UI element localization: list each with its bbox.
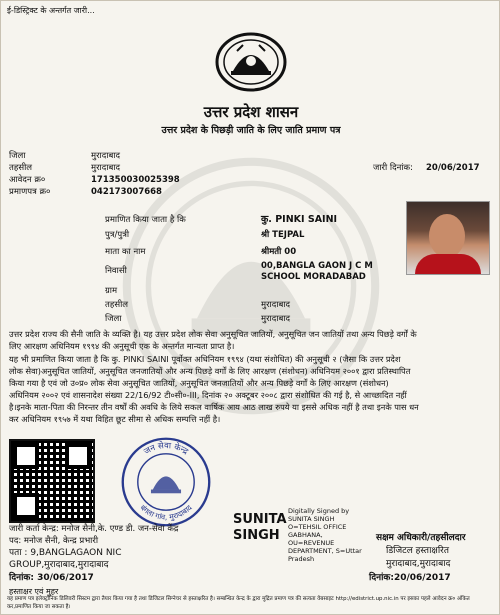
address-line-2: SCHOOL MORADABAD: [261, 272, 366, 282]
body-line-1: उत्तर प्रदेश राज्य की सैनी जाति के व्यक्ति है। यह उत्तर प्रदेश लोक सेवा अनुसूचित जातियों, अनुसूचित जन जातियों तथा अन्य पिछड़े वर्गों के: [9, 329, 417, 339]
certificate-title: उत्तर प्रदेश के पिछड़ी जाति के लिए जाति प्रमाण पत्र: [161, 125, 341, 136]
district-value: मुरादाबाद: [91, 151, 121, 161]
authority-line: सक्षम अधिकारी/तहसीलदार: [376, 533, 466, 543]
father-name: श्री TEJPAL: [261, 230, 305, 240]
signer-name-line-2: SINGH: [233, 528, 280, 543]
issuer-date: दिनांक: 30/06/2017: [9, 573, 94, 583]
resident-label: निवासी: [105, 266, 127, 276]
body-line-7: है।इनके माता-पिता की निरन्तर तीन वर्षों की अवधि के लिये सकल वार्षिक आय आठ लाख रुपये या इससे अधिक नहीं है तथा इनके पास धन: [9, 402, 419, 412]
applicant-photo: [406, 201, 490, 275]
application-label: आवेदन क्र०: [9, 175, 46, 185]
authority-place: मुरादाबाद,मुरादाबाद: [386, 559, 451, 569]
body-line-3: यह भी प्रमाणित किया जाता है कि कु. PINKI SAINI पूर्वोक्त अधिनियम १९९४ (यथा संशोधित) की अनुसूची २ (जैसा कि उत्तर प्रदेश: [9, 354, 401, 364]
body-line-8: कर अधिनियम १९५७ में यथा विहित छूट सीमा से अधिक सम्पत्ति नहीं है।: [9, 414, 221, 424]
verification-note: यह प्रमाण पत्र इलेक्ट्रॉनिक डिलिवरी सिस्टम द्वारा तैयार किया गया है तथा डिजिटल सिग्नेचर से हस्ताक्षरित है। सम्बन्धित केन्द्र के द्वारा मुद्रित प्रमाण पत्र की सत्यता वेबसाइट http://edistrict.up.nic.in पर इसका पहले आवेदन क्र० अंकित कर,प्रमाणित किया जा सकता है।: [7, 596, 470, 610]
tehsil-label: तहसील: [9, 163, 33, 173]
mother-name: श्रीमती 00: [261, 247, 297, 257]
top-note: ई-डिस्ट्रिक्ट के अन्तर्गत जारी...: [7, 6, 95, 15]
digital-signature-text: Digitally Signed by SUNITA SINGH O=TEHSIL OFFICE GABHANA, OU=REVENUE DEPARTMENT, S=Uttar Pradesh: [288, 507, 362, 563]
person-tehsil-value: मुरादाबाद: [261, 300, 291, 310]
digitally-signed-label: डिजिटल हस्ताक्षरित: [386, 546, 449, 556]
signer-name-line-1: SUNITA: [233, 512, 287, 527]
signature-and-seal-label: हस्ताक्षर एवं मुहर: [9, 587, 59, 596]
body-line-4: लोक सेवा)अनुसूचित जातियों, अनुसूचित जनजातियों और अन्य पिछड़े वर्गों के लिए आरक्षण (संशोधन) अधिनियम २००१ द्वारा प्रतिस्थापित: [9, 366, 411, 376]
person-district-value: मुरादाबाद: [261, 314, 291, 324]
mother-label: माता का नाम: [105, 247, 146, 257]
body-line-6: अधिनियम २००२ एवं शासनादेश संख्या 22/16/92 टी०सी०-III, दिनांक २० अक्टूबर २००८ द्वारा संशोधित की गई है, से आच्छादित नहीं: [9, 390, 407, 400]
svg-text:जन सेवा केन्द्र: जन सेवा केन्द्र: [141, 440, 191, 457]
issuer-address-line-2: GROUP,मुरादाबाद,मुरादाबाद: [9, 560, 109, 570]
svg-text:बंगला गांव, मुरादाबाद: बंगला गांव, मुरादाबाद: [138, 503, 194, 522]
government-title: उत्तर प्रदेश शासन: [203, 103, 299, 121]
certify-label: प्रमाणित किया जाता है कि: [105, 215, 186, 225]
qr-code-icon: [9, 439, 95, 523]
relation-label: पुत्र/पुत्री: [105, 230, 130, 240]
issue-date-label: जारी दिनांक:: [373, 163, 413, 173]
body-line-2: लिए आरक्षण अधिनियम १९९४ की अनुसूची एक के अन्तर्गत मान्यता प्राप्त है।: [9, 341, 235, 351]
authority-date: दिनांक:20/06/2017: [369, 573, 451, 583]
application-number: 171350030025398: [91, 175, 180, 185]
issuer-address-line-1: पता : 9,BANGLAGAON NIC: [9, 548, 122, 558]
jan-seva-kendra-seal: [119, 435, 213, 529]
issuer-line: जारी कर्ता केन्द्र: मनोज सैनी,के. एण्ड डी. जन-सेवा केंद्र: [9, 524, 179, 534]
issuer-post-line: पद: मनोज सैनी, केन्द्र प्रभारी: [9, 536, 99, 546]
certificate-number-label: प्रमाणपत्र क्र०: [9, 187, 51, 197]
district-label: जिला: [9, 151, 26, 161]
address-line-1: 00,BANGLA GAON J C M: [261, 261, 373, 271]
body-line-5: किया गया है एवं जो उ०प्र० लोक सेवा अनुसूचित जातियों, अनुसूचित जनजातियों और अन्य पिछड़े वर्गों के लिए आरक्षण (संशोधन): [9, 378, 389, 388]
person-name: कु. PINKI SAINI: [261, 214, 338, 225]
person-district-label: जिला: [105, 314, 122, 324]
person-tehsil-label: तहसील: [105, 300, 129, 310]
tehsil-value: मुरादाबाद: [91, 163, 121, 173]
issue-date-value: 20/06/2017: [426, 163, 480, 173]
village-label: ग्राम: [105, 286, 118, 296]
certificate-number: 042173007668: [91, 187, 162, 197]
up-emblem-icon: [213, 31, 289, 93]
